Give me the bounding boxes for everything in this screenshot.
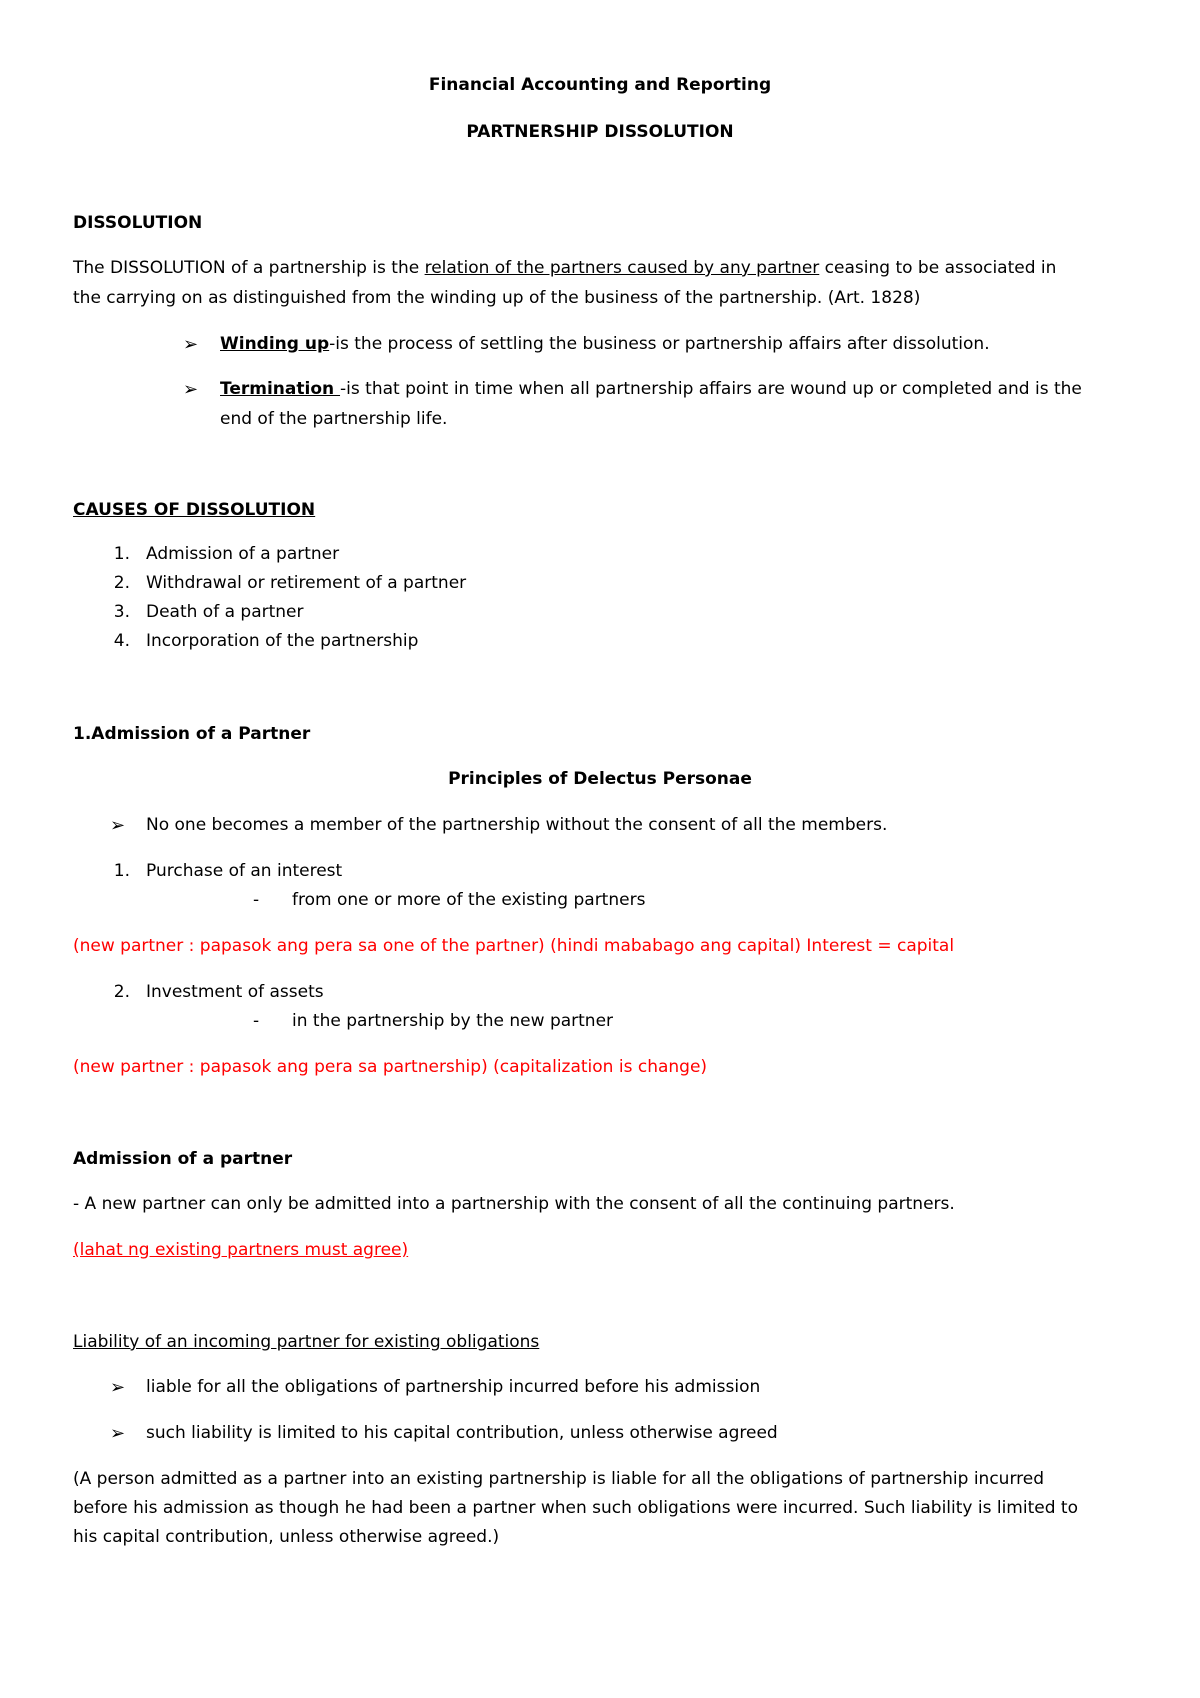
- list-item: Incorporation of the partnership: [146, 631, 419, 651]
- bullet-termination-line2: end of the partnership life.: [220, 409, 448, 429]
- term-termination: Termination: [220, 379, 341, 399]
- dissolution-paragraph-line1: The DISSOLUTION of a partnership is the relation of the partners caused by any partner ceasing to be associated in: [73, 258, 1057, 278]
- dash-marker: -: [253, 890, 260, 910]
- bullet-termination: Termination -is that point in time when all partnership affairs are wound up or completed and is the: [220, 379, 1082, 399]
- list-item: Withdrawal or retirement of a partner: [146, 573, 467, 593]
- admission-subitem: from one or more of the existing partners: [292, 890, 646, 910]
- section-heading-dissolution: DISSOLUTION: [73, 213, 203, 233]
- liability-paragraph-line2: before his admission as though he had been a partner when such obligations were incurred. Such liability is limited to: [73, 1498, 1078, 1518]
- list-item: Death of a partner: [146, 602, 304, 622]
- document-subtitle: PARTNERSHIP DISSOLUTION: [466, 122, 734, 142]
- liability-bullet: such liability is limited to his capital contribution, unless otherwise agreed: [146, 1423, 778, 1443]
- list-number: 1.: [113, 544, 130, 564]
- annotation-note: (lahat ng existing partners must agree): [73, 1240, 409, 1260]
- arrowhead-bullet-icon: ➢: [183, 379, 199, 400]
- arrowhead-bullet-icon: ➢: [183, 334, 199, 355]
- document-title: Financial Accounting and Reporting: [428, 75, 772, 95]
- principle-bullet: No one becomes a member of the partnership without the consent of all the members.: [146, 815, 888, 835]
- section-heading-causes: CAUSES OF DISSOLUTION: [73, 500, 316, 520]
- annotation-note: (new partner : papasok ang pera sa one of the partner) (hindi mababago ang capital) Interest = capital: [73, 936, 955, 956]
- list-number: 2.: [113, 982, 130, 1002]
- list-number: 2.: [113, 573, 130, 593]
- underlined-phrase: relation of the partners caused by any partner: [424, 258, 820, 278]
- arrowhead-bullet-icon: ➢: [110, 815, 126, 836]
- admission-item-investment: Investment of assets: [146, 982, 324, 1002]
- list-number: 1.: [113, 861, 130, 881]
- list-number: 4.: [113, 631, 130, 651]
- bullet-winding-up: Winding up-is the process of settling the business or partnership affairs after dissolution.: [220, 334, 990, 354]
- dash-marker: -: [253, 1011, 260, 1031]
- arrowhead-bullet-icon: ➢: [110, 1423, 126, 1444]
- term-winding-up: Winding up: [220, 334, 330, 354]
- liability-paragraph-line3: his capital contribution, unless otherwise agreed.): [73, 1527, 500, 1547]
- section-heading-admission-partner: Admission of a partner: [73, 1149, 293, 1169]
- admission-consent-text: - A new partner can only be admitted into a partnership with the consent of all the continuing partners.: [73, 1194, 955, 1214]
- admission-item-purchase: Purchase of an interest: [146, 861, 343, 881]
- list-number: 3.: [113, 602, 130, 622]
- admission-subitem: in the partnership by the new partner: [292, 1011, 614, 1031]
- liability-paragraph-line1: (A person admitted as a partner into an existing partnership is liable for all the obligations of partnership incurred: [73, 1469, 1045, 1489]
- annotation-note: (new partner : papasok ang pera sa partnership) (capitalization is change): [73, 1057, 708, 1077]
- list-item: Admission of a partner: [146, 544, 340, 564]
- principles-heading: Principles of Delectus Personae: [448, 769, 752, 789]
- section-heading-liability: Liability of an incoming partner for existing obligations: [73, 1332, 540, 1352]
- liability-bullet: liable for all the obligations of partnership incurred before his admission: [146, 1377, 761, 1397]
- section-heading-admission: 1.Admission of a Partner: [73, 724, 311, 744]
- arrowhead-bullet-icon: ➢: [110, 1377, 126, 1398]
- dissolution-paragraph-line2: the carrying on as distinguished from the winding up of the business of the partnership. (Art. 1828): [73, 288, 921, 308]
